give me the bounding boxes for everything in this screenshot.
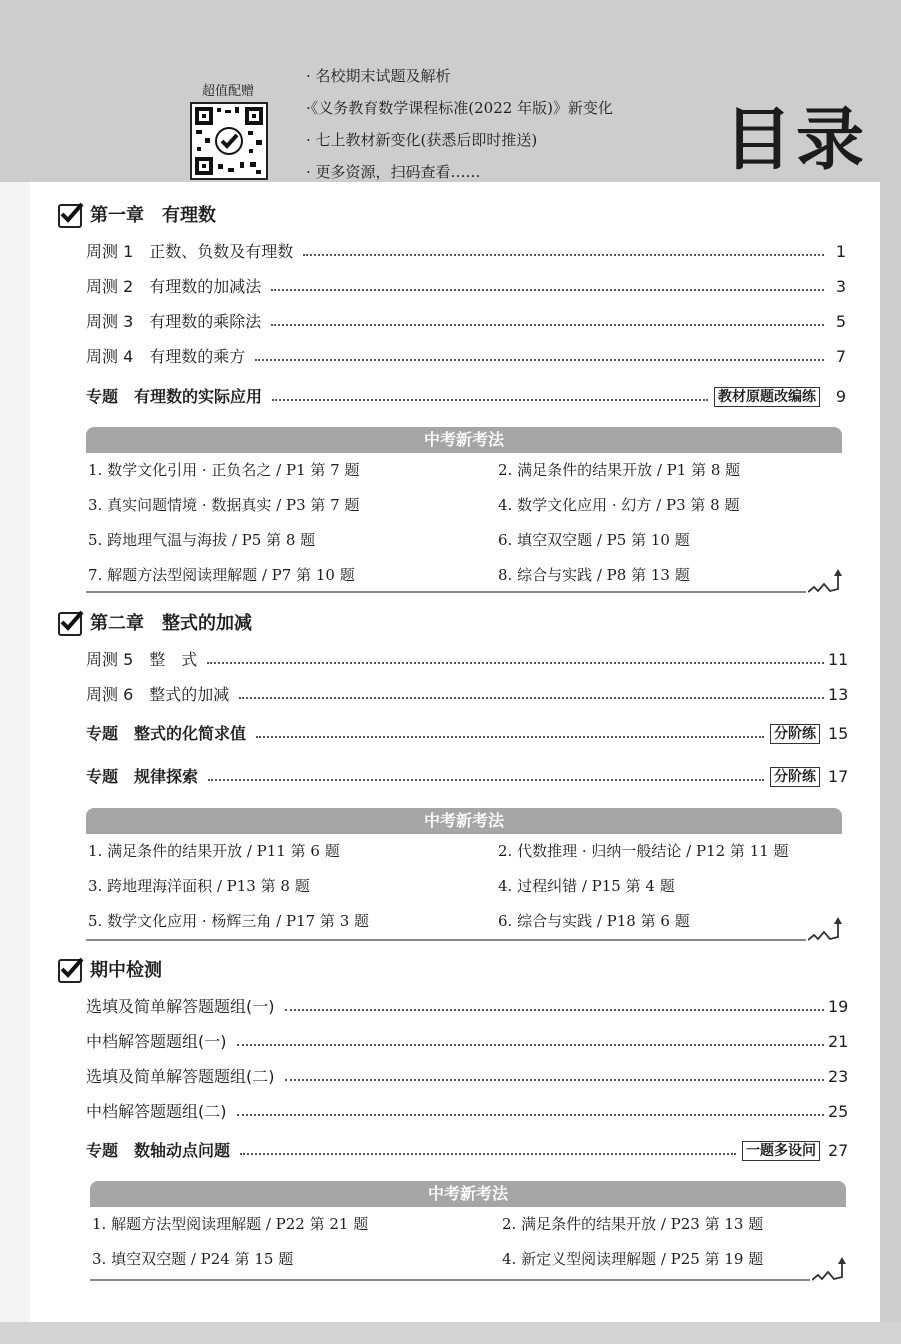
leader-dots bbox=[240, 1153, 736, 1155]
leader-dots bbox=[239, 697, 824, 699]
checkbox-icon bbox=[58, 612, 82, 636]
toc-entry-special[interactable] bbox=[86, 1139, 849, 1163]
toc-entry-label: 周测 4 有理数的乘方 bbox=[86, 347, 246, 366]
qr-label: 超值配赠 bbox=[201, 84, 254, 99]
toc-entry-label: 专题 整式的化简求值 bbox=[86, 724, 247, 743]
exam-row bbox=[88, 527, 840, 553]
exam-item: 8. 综合与实践 / P8 第 13 题 bbox=[498, 566, 690, 584]
exam-item: 6. 综合与实践 / P18 第 6 题 bbox=[498, 912, 690, 930]
toc-entry-label: 选填及简单解答题题组(二) bbox=[86, 1067, 275, 1086]
exam-row bbox=[88, 838, 840, 864]
toc-page-number: 1 bbox=[835, 242, 846, 261]
leader-dots bbox=[207, 662, 824, 664]
qr-code-icon[interactable] bbox=[190, 102, 268, 180]
toc-page-number: 23 bbox=[828, 1067, 849, 1086]
toc-entry-label: 选填及简单解答题题组(一) bbox=[86, 997, 275, 1016]
exam-item: 5. 跨地理气温与海拔 / P5 第 8 题 bbox=[88, 531, 316, 549]
practice-tag: 分阶练 bbox=[770, 724, 820, 744]
checkbox-icon bbox=[58, 204, 82, 228]
toc-entry[interactable] bbox=[86, 683, 849, 707]
toc-page-number: 15 bbox=[828, 724, 849, 743]
chapter-heading bbox=[58, 958, 162, 984]
exam-item: 4. 数学文化应用 · 幻方 / P3 第 8 题 bbox=[498, 496, 740, 514]
toc-entry-special[interactable] bbox=[86, 765, 849, 789]
toc-page-number: 21 bbox=[828, 1032, 849, 1051]
toc-page-number: 25 bbox=[828, 1102, 849, 1121]
practice-tag: 一题多设问 bbox=[742, 1141, 820, 1161]
chapter-title: 第二章 整式的加减 bbox=[90, 613, 252, 634]
exam-item: 7. 解题方法型阅读理解题 / P7 第 10 题 bbox=[88, 566, 355, 584]
exam-row bbox=[88, 492, 840, 518]
leader-dots bbox=[208, 779, 764, 781]
growth-arrow-icon bbox=[812, 1257, 848, 1283]
toc-entry-label: 中档解答题题组(一) bbox=[86, 1032, 227, 1051]
resource-list bbox=[306, 60, 613, 188]
practice-tag: 教材原题改编练 bbox=[714, 387, 820, 407]
toc-entry-label: 中档解答题题组(二) bbox=[86, 1102, 227, 1121]
toc-page-number: 11 bbox=[828, 650, 849, 669]
exam-item: 1. 满足条件的结果开放 / P11 第 6 题 bbox=[88, 842, 340, 860]
leader-dots bbox=[255, 359, 824, 361]
page-edge bbox=[0, 182, 30, 1344]
page-bottom-edge bbox=[0, 1322, 901, 1344]
toc-entry[interactable] bbox=[86, 310, 846, 334]
toc-page-number: 7 bbox=[835, 347, 846, 366]
toc-page-number: 27 bbox=[828, 1141, 849, 1160]
exam-item: 1. 数学文化引用 · 正负名之 / P1 第 7 题 bbox=[88, 461, 360, 479]
exam-row bbox=[88, 873, 840, 899]
exam-box-title: 中考新考法 bbox=[90, 1181, 846, 1207]
exam-item: 3. 跨地理海洋面积 / P13 第 8 题 bbox=[88, 877, 310, 895]
toc-entry[interactable] bbox=[86, 648, 849, 672]
toc-entry[interactable] bbox=[86, 1065, 849, 1089]
exam-row bbox=[88, 908, 840, 934]
exam-item: 3. 真实问题情境 · 数据真实 / P3 第 7 题 bbox=[88, 496, 360, 514]
checkbox-icon bbox=[58, 959, 82, 983]
toc-entry-label: 周测 5 整 式 bbox=[86, 650, 198, 669]
toc-entry[interactable] bbox=[86, 995, 849, 1019]
toc-entry-special[interactable] bbox=[86, 385, 846, 409]
toc-entry-label: 周测 6 整式的加减 bbox=[86, 685, 230, 704]
exam-baseline bbox=[86, 591, 806, 593]
toc-entry-label: 专题 规律探索 bbox=[86, 767, 199, 786]
leader-dots bbox=[271, 324, 824, 326]
toc-entry-label: 周测 3 有理数的乘除法 bbox=[86, 312, 262, 331]
toc-entry[interactable] bbox=[86, 1100, 849, 1124]
chapter-title: 期中检测 bbox=[90, 960, 162, 981]
toc-page-number: 17 bbox=[828, 767, 849, 786]
growth-arrow-icon bbox=[808, 569, 844, 595]
toc-entry[interactable] bbox=[86, 275, 846, 299]
exam-box bbox=[86, 427, 842, 595]
toc-entry[interactable] bbox=[86, 345, 846, 369]
toc-page-number: 13 bbox=[828, 685, 849, 704]
exam-row bbox=[88, 562, 840, 588]
leader-dots bbox=[272, 399, 708, 401]
toc-entry[interactable] bbox=[86, 1030, 849, 1054]
leader-dots bbox=[256, 736, 764, 738]
toc-entry-label: 专题 有理数的实际应用 bbox=[86, 387, 263, 406]
exam-item: 4. 过程纠错 / P15 第 4 题 bbox=[498, 877, 675, 895]
resource-item: · 名校期末试题及解析 bbox=[306, 67, 451, 85]
exam-baseline bbox=[90, 1279, 810, 1281]
practice-tag: 分阶练 bbox=[770, 767, 820, 787]
exam-box bbox=[86, 808, 842, 943]
exam-row bbox=[88, 457, 840, 483]
exam-baseline bbox=[86, 939, 806, 941]
chapter-heading bbox=[58, 611, 252, 637]
resource-item: · 七上教材新变化(获悉后即时推送) bbox=[306, 131, 538, 149]
toc-page-number: 3 bbox=[835, 277, 846, 296]
leader-dots bbox=[285, 1079, 825, 1081]
qr-block bbox=[188, 80, 268, 180]
exam-item: 1. 解题方法型阅读理解题 / P22 第 21 题 bbox=[92, 1215, 369, 1233]
resource-item: · 更多资源，扫码查看…… bbox=[306, 163, 481, 181]
exam-item: 2. 满足条件的结果开放 / P23 第 13 题 bbox=[502, 1215, 764, 1233]
toc-page-number: 9 bbox=[835, 387, 846, 406]
exam-item: 5. 数学文化应用 · 杨辉三角 / P17 第 3 题 bbox=[88, 912, 370, 930]
exam-row bbox=[92, 1246, 844, 1272]
page-title: 目录 bbox=[724, 101, 869, 180]
toc-entry-label: 周测 1 正数、负数及有理数 bbox=[86, 242, 294, 261]
toc-entry[interactable] bbox=[86, 240, 846, 264]
resource-item: ·《义务教育数学课程标准(2022 年版)》新变化 bbox=[306, 99, 613, 117]
exam-item: 2. 满足条件的结果开放 / P1 第 8 题 bbox=[498, 461, 741, 479]
toc-entry-label: 专题 数轴动点问题 bbox=[86, 1141, 231, 1160]
leader-dots bbox=[237, 1044, 825, 1046]
chapter-title: 第一章 有理数 bbox=[90, 205, 216, 226]
toc-page-number: 5 bbox=[835, 312, 846, 331]
growth-arrow-icon bbox=[808, 917, 844, 943]
leader-dots bbox=[237, 1114, 825, 1116]
toc-entry-special[interactable] bbox=[86, 722, 849, 746]
exam-box bbox=[90, 1181, 846, 1281]
toc-page-number: 19 bbox=[828, 997, 849, 1016]
exam-item: 2. 代数推理 · 归纳一般结论 / P12 第 11 题 bbox=[498, 842, 789, 860]
leader-dots bbox=[303, 254, 824, 256]
toc-entry-label: 周测 2 有理数的加减法 bbox=[86, 277, 262, 296]
exam-row bbox=[92, 1211, 844, 1237]
exam-item: 3. 填空双空题 / P24 第 15 题 bbox=[92, 1250, 294, 1268]
exam-box-title: 中考新考法 bbox=[86, 808, 842, 834]
chapter-heading bbox=[58, 203, 216, 229]
exam-box-title: 中考新考法 bbox=[86, 427, 842, 453]
exam-item: 6. 填空双空题 / P5 第 10 题 bbox=[498, 531, 690, 549]
leader-dots bbox=[271, 289, 824, 291]
leader-dots bbox=[285, 1009, 825, 1011]
exam-item: 4. 新定义型阅读理解题 / P25 第 19 题 bbox=[502, 1250, 764, 1268]
